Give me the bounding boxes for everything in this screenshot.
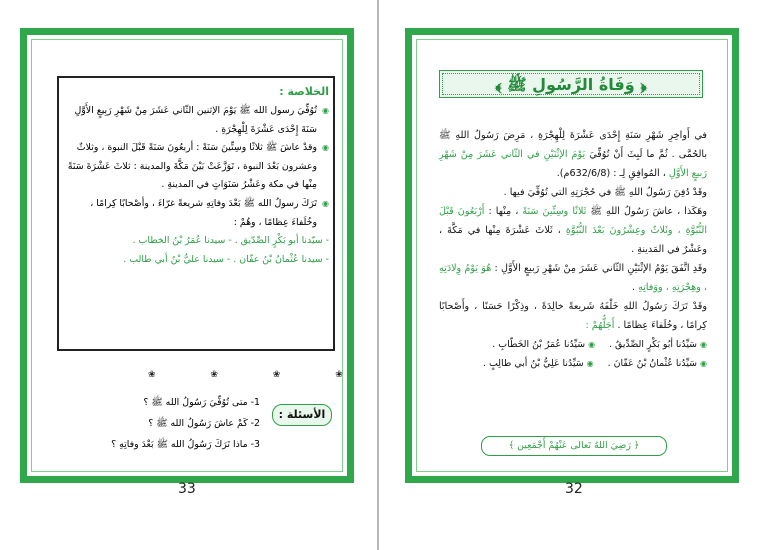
title-banner: [439, 70, 703, 98]
summary-box: [57, 76, 335, 351]
paragraph: وهَكَذا ، عاشَ رَسُولُ اللهِ ﷺ ثَلاثًا وسِتِّينَ سَنَةً ، مِنْها : أَرْبَعُونَ قَبْلَ النُّبُوَّةِ ، وثَلاثٌ وعِشْرُونَ بَعْدَ النُّبُوَّةِ ، ثَلاثَ عَشْرَةَ مِنْها في مَكَّةَ ، وعَشْرٌ في المَدينةِ .: [439, 206, 707, 255]
page-number: 32: [565, 481, 583, 497]
closing-phrase: ﴿ رَضِيَ اللهُ تَعالى عَنْهُمْ أَجْمَعِين ﴾: [481, 436, 667, 456]
summary-item: ◉ وقدْ عاشَ ﷺ ثلاثًا وسِتِّينَ سَنَةً : أربعُونَ سَنَةً قَبْلَ النبوة ، وثلاثٌ وعشرون بَعْدَ النبوة ، تَوَزَّعَتْ بَيْنَ مَكَّةَ والمدينة : ثلاثَ عَشْرَةَ سَنَةً مِنْها في مكة وعَشْرُ سَنَوَاتٍ في المدينةِ .: [63, 139, 329, 195]
page-32: [379, 0, 757, 550]
separator-flowers: ❀ ❀ ❀ ❀: [148, 370, 369, 380]
caliph-name: ◉سَيِّدُنا عُثْمانُ بْنُ عَفّانَ .: [607, 358, 707, 369]
page-number: 33: [178, 481, 196, 497]
caliph-name: ◉سَيِّدُنا عَلِيُّ بْنُ أبي طالِبٍ .: [483, 358, 594, 369]
caliphs-row: - سيدنا عُثْمانُ بْنُ عفّان . - سيدنا عليُّ بْنُ أبي طالب .: [123, 253, 329, 265]
paragraph: وقَدِ اتَّفَقَ يَوْمُ الإثْنَيْنِ الثّاني عَشَرَ مِنْ شَهْرِ رَبيعٍ الأَوَّلِ : هُوَ يَوْمُ وِلادَتِهِ ، وهِجْرَتِهِ ، ووَفاتِهِ .: [439, 263, 707, 293]
caliph-name: ◉سَيِّدُنا أبُو بَكْرٍ الصِّدِّيقُ .: [609, 339, 707, 350]
summary-item: ◉ تَرَكَ رسولُ الله ﷺ بَعْدَ وفاتِهِ شريعةً غرّاءَ ، وأصْحابًا كِرامًا ، وخُلَفاءَ عِظامًا ، وهُمْ :: [63, 195, 329, 232]
questions-list: [70, 392, 260, 455]
chapter-title: ﴿ وَفَاةُ الرَّسُولِ ﷺ ﴾: [495, 75, 647, 94]
question-item: 3- ماذا تَرَكَ رَسُولُ الله ﷺ بَعْدَ وفاتِهِ ؟: [111, 439, 260, 450]
paragraph: وقَدْ تَرَكَ رَسُولُ اللهِ خَلْفَهُ شَريعةً خالِدَةً ، وذِكْرًا حَسَنًا ، وأَصْحابًا كِرامًا ، وخُلَفاءَ عِظامًا . أَجَلُّهُمْ :: [439, 301, 707, 331]
summary-item: ◉ تُوُفِّيَ رسول الله ﷺ يَوْمَ الإثنين الثّاني عَشَرَ مِنْ شَهْرِ رَبِيعٍ الأَوَّلِ سَنَةَ إِحْدَى عَشْرَةَ لِلْهِجْرَةِ .: [63, 102, 329, 139]
caliphs-list: [439, 335, 707, 373]
page-33: [0, 0, 378, 550]
bullet-icon: ◉: [322, 143, 329, 153]
caliphs-row: - سيّدنا أبو بَكْرٍ الصِّدّيق . - سيدنا عُمَرُ بْنُ الخطاب .: [132, 235, 329, 247]
chapter-body: [439, 126, 707, 373]
questions-label: الأسئلة :: [272, 404, 332, 426]
paragraph: في أَواخِرِ شَهْرِ سَنَةِ إِحْدَى عَشْرَةَ لِلْهِجْرَةِ ، مَرِضَ رَسُولُ اللهِ ﷺ بالحُمَّى . ثُمَّ ما لَبِثَ أَنْ تُوُفِّيَ يَوْمَ الإثْنَيْنِ في الثّاني عَشَرَ مِنْ شَهْرِ رَبيعٍ الأَوَّلِ ، المُوافِقِ لِـ : (632/6/8م).: [439, 130, 707, 179]
bullet-icon: ◉: [322, 198, 329, 208]
bullet-icon: ◉: [322, 106, 329, 115]
question-item: 2- كَمْ عاشَ رَسُولُ الله ﷺ ؟: [148, 418, 260, 429]
question-item: 1- متى تُوُفِّيَ رَسُولُ الله ﷺ ؟: [143, 397, 260, 408]
summary-title: الخلاصة :: [279, 85, 329, 98]
caliph-name: ◉سَيِّدُنا عُمَرُ بْنُ الخَطّابِ .: [492, 339, 596, 350]
paragraph: وقَدْ دُفِنَ رَسُولُ اللهِ ﷺ في حُجْرَتِهِ التي تُوُفِّيَ فيها .: [503, 187, 707, 198]
